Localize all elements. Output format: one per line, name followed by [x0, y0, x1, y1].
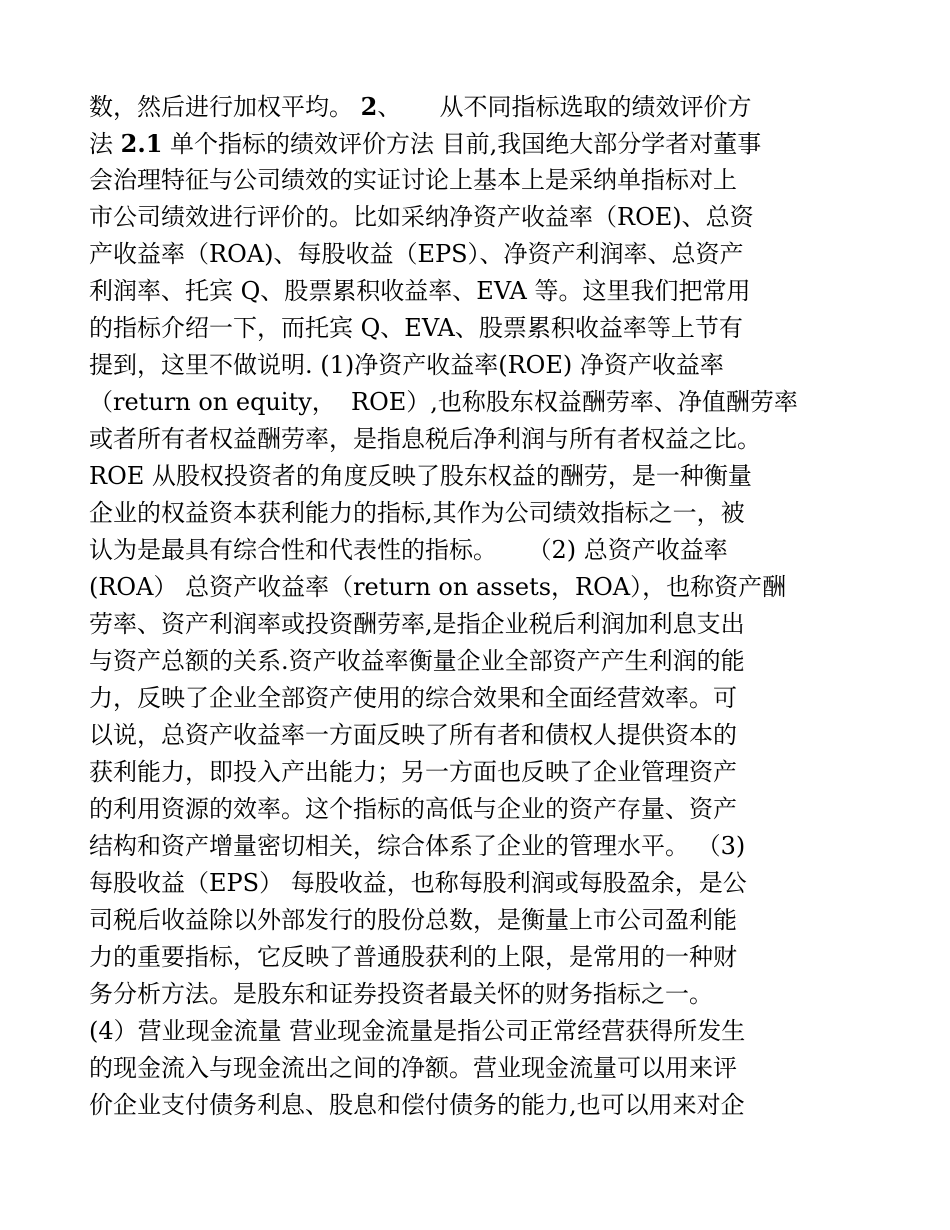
text-line: [89, 865, 890, 902]
text-line: [89, 976, 890, 1013]
text-line: [89, 88, 890, 125]
text-line: [89, 199, 890, 236]
text-run: 每股收益（EPS） 每股收益，也称每股利润或每股盈余，是公: [89, 869, 747, 897]
body-text: [89, 88, 890, 1124]
text-line: [89, 236, 890, 273]
text-line: [89, 1087, 890, 1124]
text-run: 司税后收益除以外部发行的股份总数，是衡量上市公司盈利能: [89, 906, 737, 934]
text-run: 企业的权益资本获利能力的指标,其作为公司绩效指标之一，被: [89, 499, 745, 527]
text-line: [89, 754, 890, 791]
text-line: [89, 569, 890, 606]
bold-heading-number: 2.1: [120, 129, 163, 158]
text-run: ROE 从股权投资者的角度反映了股东权益的酬劳，是一种衡量: [89, 462, 752, 490]
text-line: [89, 717, 890, 754]
text-run: 的指标介绍一下，而托宾 Q、EVA、股票累积收益率等上节有: [89, 314, 743, 342]
text-run: 结构和资产增量密切相关，综合体系了企业的管理水平。 （3): [89, 832, 746, 860]
text-run: 务分析方法。是股东和证券投资者最关怀的财务指标之一。: [89, 980, 713, 1008]
text-line: [89, 680, 890, 717]
text-line: [89, 495, 890, 532]
text-run: 利润率、托宾 Q、股票累积收益率、EVA 等。这里我们把常用: [89, 277, 751, 305]
text-run: 或者所有者权益酬劳率，是指息税后净利润与所有者权益之比。: [89, 425, 761, 453]
text-run: 劳率、资产利润率或投资酬劳率,是指企业税后利润加利息支出: [89, 610, 745, 638]
text-run: 获利能力，即投入产出能力；另一方面也反映了企业管理资产: [89, 758, 737, 786]
text-run: 市公司绩效进行评价的。比如采纳净资产收益率（ROE)、总资: [89, 203, 754, 231]
text-line: [89, 347, 890, 384]
bold-heading-number: 2: [360, 92, 378, 121]
text-line: [89, 310, 890, 347]
text-run: 力的重要指标，它反映了普通股获利的上限，是常用的一种财: [89, 943, 737, 971]
text-run: 单个指标的绩效评价方法 目前,我国绝大部分学者对董事: [162, 130, 762, 158]
text-line: [89, 384, 890, 421]
text-run: 法: [89, 130, 121, 158]
text-line: [89, 643, 890, 680]
text-run: 力，反映了企业全部资产使用的综合效果和全面经营效率。可: [89, 684, 737, 712]
text-run: 数，然后进行加权平均。: [89, 93, 361, 121]
text-run: 认为是最具有综合性和代表性的指标。 （2) 总资产收益率: [89, 536, 728, 564]
text-run: 价企业支付债务利息、股息和偿付债务的能力,也可以用来对企: [89, 1091, 745, 1119]
text-line: [89, 125, 890, 162]
text-run: 与资产总额的关系.资产收益率衡量企业全部资产产生利润的能: [89, 647, 745, 675]
text-line: [89, 162, 890, 199]
text-line: [89, 458, 890, 495]
text-line: [89, 828, 890, 865]
text-run: (ROA） 总资产收益率（return on assets，ROA），也称资产酬: [89, 573, 787, 601]
text-line: [89, 939, 890, 976]
text-run: 、 从不同指标选取的绩效评价方: [377, 93, 752, 121]
text-line: [89, 606, 890, 643]
text-line: [89, 532, 890, 569]
text-run: 会治理特征与公司绩效的实证讨论上基本上是采纳单指标对上: [89, 166, 737, 194]
text-run: (4）营业现金流量 营业现金流量是指公司正常经营获得所发生: [89, 1017, 746, 1045]
text-line: [89, 273, 890, 310]
text-run: 提到，这里不做说明. (1)净资产收益率(ROE) 净资产收益率: [89, 351, 724, 379]
text-line: [89, 791, 890, 828]
text-run: 产收益率（ROA)、每股收益（EPS）、净资产利润率、总资产: [89, 240, 744, 268]
text-run: 以说，总资产收益率一方面反映了所有者和债权人提供资本的: [89, 721, 737, 749]
text-run: 的现金流入与现金流出之间的净额。营业现金流量可以用来评: [89, 1054, 737, 1082]
text-line: [89, 1013, 890, 1050]
text-line: [89, 421, 890, 458]
text-line: [89, 902, 890, 939]
text-run: （return on equity， ROE）,也称股东权益酬劳率、净值酬劳率: [89, 388, 798, 416]
text-run: 的利用资源的效率。这个指标的高低与企业的资产存量、资产: [89, 795, 737, 823]
text-line: [89, 1050, 890, 1087]
